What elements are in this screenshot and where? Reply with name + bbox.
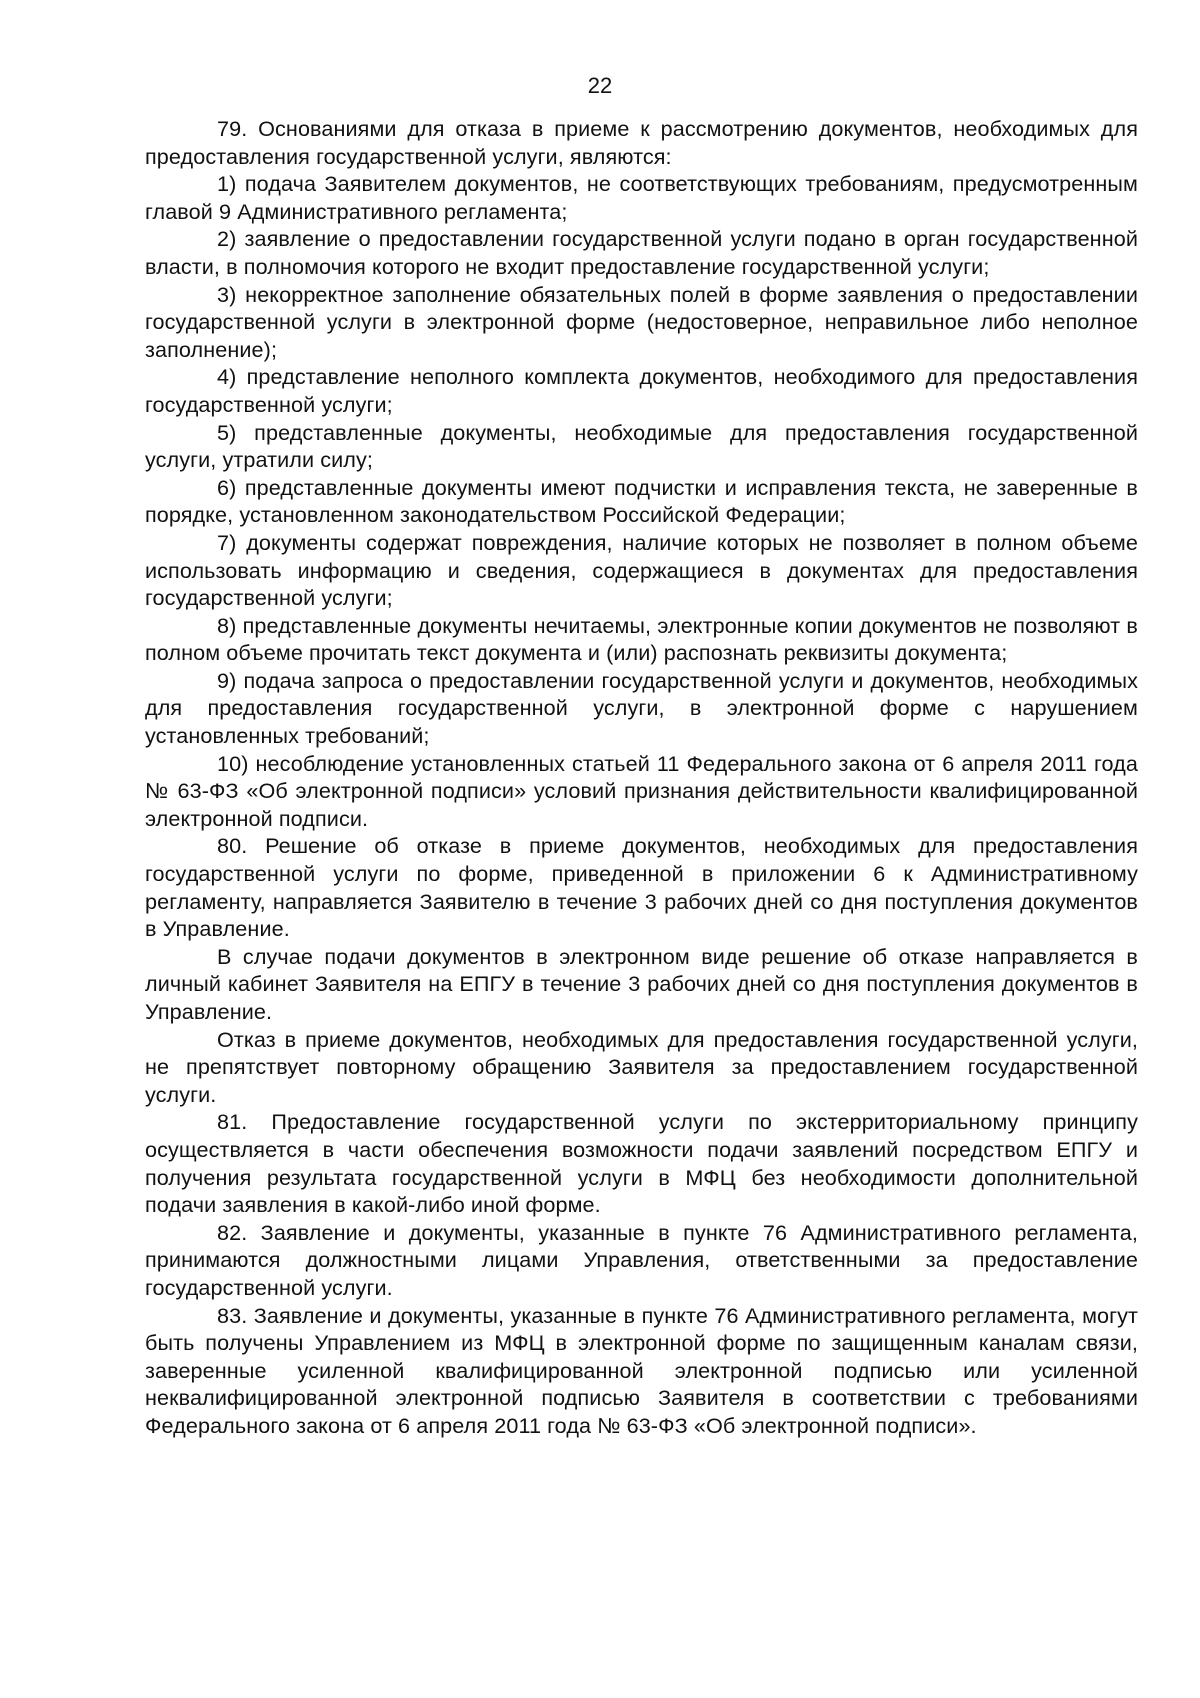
paragraph-80: 80. Решение об отказе в приеме документов, необходимых для предоставления государственной услуги по форме, приведенной в приложении 6 к Административному регламенту, направляется Заявителю в течение 3 рабочих дней со дня поступления документов в Управление.	[145, 833, 1138, 942]
paragraph-82: 82. Заявление и документы, указанные в пункте 76 Административного регламента, принимаются должностными лицами Управления, ответственными за предоставление государственной услуги.	[145, 1219, 1138, 1300]
page-number: 22	[587, 73, 613, 98]
paragraph-79-item-7: 7) документы содержат повреждения, наличие которых не позволяет в полном объеме использовать информацию и сведения, содержащиеся в документах для предоставления государственной услуги;	[145, 529, 1138, 611]
paragraph-79-item-8: 8) представленные документы нечитаемы, электронные копии документов не позволяют в полном объеме прочитать текст документа и (или) распознать реквизиты документа;	[145, 612, 1138, 666]
document-body	[145, 115, 1138, 1440]
paragraph-79-item-5: 5) представленные документы, необходимые для предоставления государственной услуги, утратили силу;	[145, 419, 1138, 473]
paragraph-83: 83. Заявление и документы, указанные в пункте 76 Административного регламента, могут быть получены Управлением из МФЦ в электронной форме по защищенным каналам связи, заверенные усиленной квалифицированной электронной подписью или усиленной неквалифицированной электронной подписью Заявителя в соответствии с требованиями Федерального закона от 6 апреля 2011 года № 63-ФЗ «Об электронной подписи».	[145, 1302, 1138, 1438]
paragraph-79-item-3: 3) некорректное заполнение обязательных полей в форме заявления о предоставлении государственной услуги в электронной форме (недостоверное, неправильное либо неполное заполнение);	[145, 281, 1138, 362]
paragraph-79-item-2: 2) заявление о предоставлении государственной услуги подано в орган государственной власти, в полномочия которого не входит предоставление государственной услуги;	[145, 226, 1138, 279]
paragraph-79-item-1: 1) подача Заявителем документов, не соответствующих требованиям, предусмотренным главой 9 Административного регламента;	[145, 171, 1138, 224]
paragraph-79-item-9: 9) подача запроса о предоставлении государственной услуги и документов, необходимых для предоставления государственной услуги, в электронной форме с нарушением установленных требований;	[145, 667, 1138, 749]
paragraph-81: 81. Предоставление государственной услуги по экстерриториальному принципу осуществляется в части обеспечения возможности подачи заявлений посредством ЕПГУ и получения результата государственной услуги в МФЦ без необходимости дополнительной подачи заявления в какой-либо иной форме.	[145, 1109, 1138, 1218]
paragraph-80-electronic: В случае подачи документов в электронном виде решение об отказе направляется в личный кабинет Заявителя на ЕПГУ в течение 3 рабочих дней со дня поступления документов в Управление.	[145, 943, 1138, 1024]
paragraph-80-refusal: Отказ в приеме документов, необходимых для предоставления государственной услуги, не препятствует повторному обращению Заявителя за предоставлением государственной услуги.	[145, 1026, 1138, 1107]
paragraph-79: 79. Основаниями для отказа в приеме к рассмотрению документов, необходимых для предоставления государственной услуги, являются:	[145, 116, 1138, 169]
paragraph-79-item-6: 6) представленные документы имеют подчистки и исправления текста, не заверенные в порядке, установленном законодательством Российской Федерации;	[145, 474, 1138, 528]
paragraph-79-item-4: 4) представление неполного комплекта документов, необходимого для предоставления государственной услуги;	[145, 364, 1138, 417]
paragraph-79-item-10: 10) несоблюдение установленных статьей 11 Федерального закона от 6 апреля 2011 года № 63-ФЗ «Об электронной подписи» условий признания действительности квалифицированной электронной подписи.	[145, 750, 1138, 831]
